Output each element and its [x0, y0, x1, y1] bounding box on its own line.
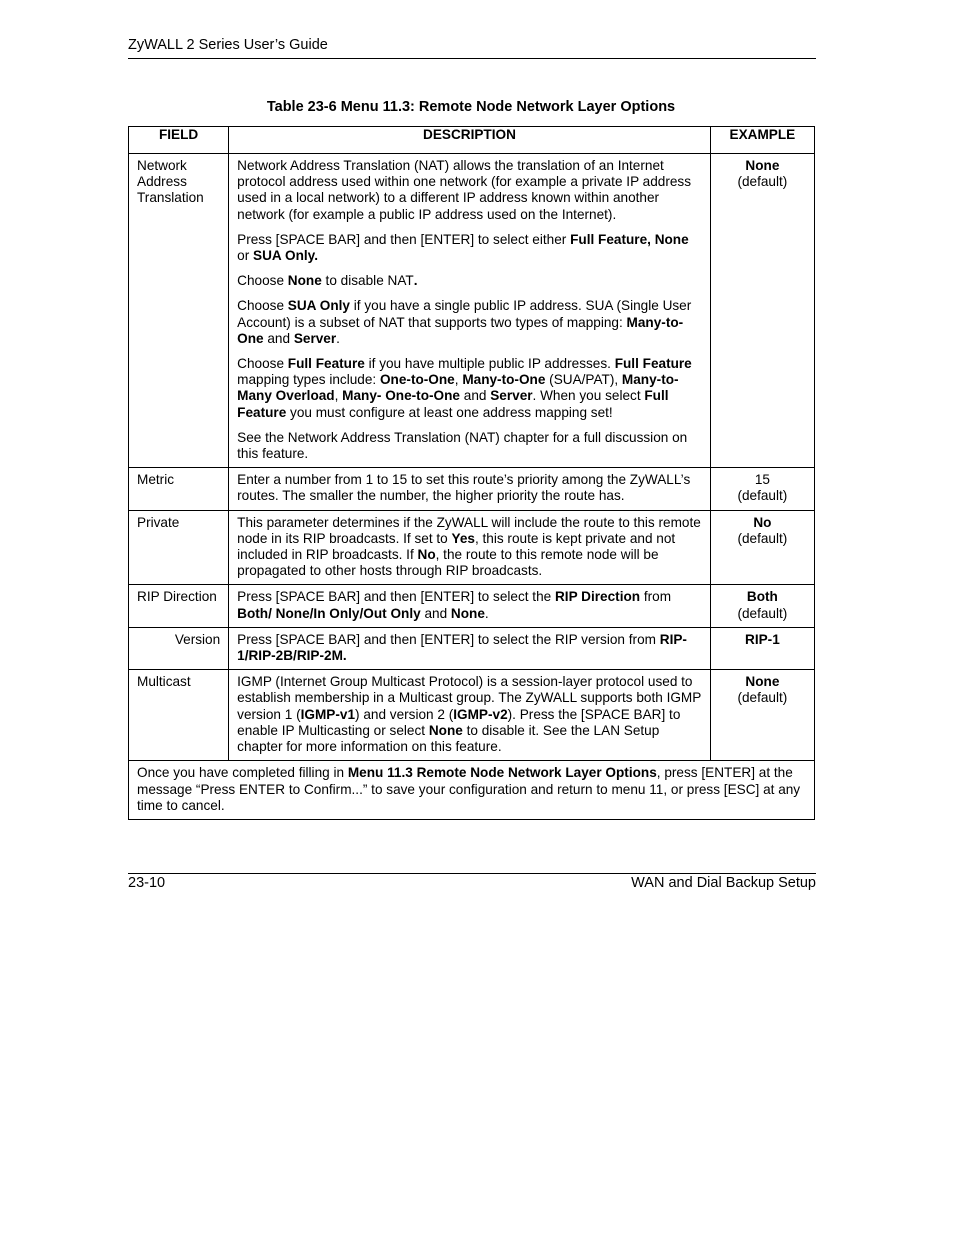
example-value: Both: [746, 589, 778, 605]
description-cell: [229, 670, 711, 761]
field-cell: Version: [129, 627, 229, 669]
example-value: 15: [754, 472, 770, 488]
table-row: [129, 154, 815, 468]
description-paragraph: Choose SUA Only if you have a single public IP address. SUA (Single User Account) is a subset of NAT that supports two types of mapping: Many-to-One and Server.: [237, 298, 692, 346]
description-cell: [229, 510, 711, 585]
field-cell: Multicast: [129, 670, 229, 761]
options-table: [128, 126, 815, 820]
example-cell: [710, 510, 814, 585]
description-paragraph: See the Network Address Translation (NAT) chapter for a full discussion on this feature.: [237, 429, 688, 462]
description-cell: [229, 468, 711, 510]
example-value: RIP-1: [745, 631, 780, 647]
example-cell: [710, 468, 814, 510]
column-header-field: FIELD: [129, 127, 229, 154]
footer-rule: [128, 873, 816, 874]
example-default-note: (default): [737, 488, 788, 504]
header-rule: [128, 58, 816, 59]
page-number: 23-10: [128, 875, 166, 891]
description-paragraph: Network Address Translation (NAT) allows the translation of an Internet protocol address used within one network (for example a private IP address used in a local network) to a different IP address known within another network (for example a public IP address used on the Internet).: [237, 158, 692, 222]
field-cell: RIP Direction: [129, 585, 229, 627]
description-paragraph: Press [SPACE BAR] and then [ENTER] to select the RIP Direction from Both/ None/In Only/Out Only and None.: [237, 589, 672, 621]
example-default-note: (default): [737, 530, 788, 546]
table-caption: Table 23-6 Menu 11.3: Remote Node Network Layer Options: [266, 99, 676, 115]
example-cell: [710, 627, 814, 669]
example-value: None: [745, 674, 780, 690]
description-paragraph: Choose Full Feature if you have multiple public IP addresses. Full Feature mapping types include: One-to-One, Many-to-One (SUA/PAT), Many-to-Many Overload, Many- One-to-One and Server. When you select Full Feature you must configure at least one address mapping set!: [237, 356, 692, 420]
confirm-instructions: Once you have completed filling in Menu 11.3 Remote Node Network Layer Options, press [ENTER] at the message “Press ENTER to Confirm...” to save your configuration and return to menu 11, or press [ESC] at any time to cancel.: [129, 761, 815, 820]
description-paragraph: Press [SPACE BAR] and then [ENTER] to select the RIP version from RIP-1/RIP-2B/RIP-2M.: [237, 631, 687, 664]
example-default-note: (default): [737, 690, 788, 706]
example-cell: [710, 154, 814, 468]
description-paragraph: This parameter determines if the ZyWALL will include the route to this remote node in its RIP broadcasts. If set to Yes, this route is kept private and not included in RIP broadcasts. If No, the route to this remote node will be propagated to other hosts through RIP broadcasts.: [237, 514, 701, 579]
description-paragraph: Press [SPACE BAR] and then [ENTER] to select either Full Feature, None or SUA Only.: [237, 231, 689, 264]
table-row: [129, 585, 815, 627]
description-paragraph: IGMP (Internet Group Multicast Protocol) is a session-layer protocol used to establish membership in a Multicast group. The ZyWALL supports both IGMP version 1 (IGMP-v1) and version 2 (IGMP-v2). Press the [SPACE BAR] to enable IP Multicasting or select None to disable it. See the LAN Setup chapter for more information on this feature.: [237, 674, 702, 755]
column-header-description: DESCRIPTION: [229, 127, 711, 154]
example-cell: [710, 670, 814, 761]
table-row: [129, 468, 815, 510]
table-row: [129, 670, 815, 761]
table-footer-row: [129, 761, 815, 820]
table-row: [129, 510, 815, 585]
description-paragraph: Enter a number from 1 to 15 to set this route’s priority among the ZyWALL’s routes. The smaller the number, the higher priority the route has.: [237, 472, 691, 504]
example-default-note: (default): [737, 605, 788, 621]
example-value: No: [753, 514, 772, 530]
column-header-example: EXAMPLE: [710, 127, 814, 154]
table-header-row: [129, 127, 815, 154]
chapter-title: WAN and Dial Backup Setup: [631, 875, 816, 891]
example-value: None: [745, 158, 780, 173]
description-cell: [229, 154, 711, 468]
field-cell: Metric: [129, 468, 229, 510]
field-cell: Private: [129, 510, 229, 585]
field-cell: Network Address Translation: [129, 154, 229, 468]
table-row: [129, 627, 815, 669]
example-cell: [710, 585, 814, 627]
example-default-note: (default): [737, 174, 788, 190]
description-cell: [229, 585, 711, 627]
description-paragraph: Choose None to disable NAT.: [237, 273, 418, 289]
table-body: [129, 154, 815, 820]
description-cell: [229, 627, 711, 669]
running-header: ZyWALL 2 Series User’s Guide: [128, 37, 328, 53]
